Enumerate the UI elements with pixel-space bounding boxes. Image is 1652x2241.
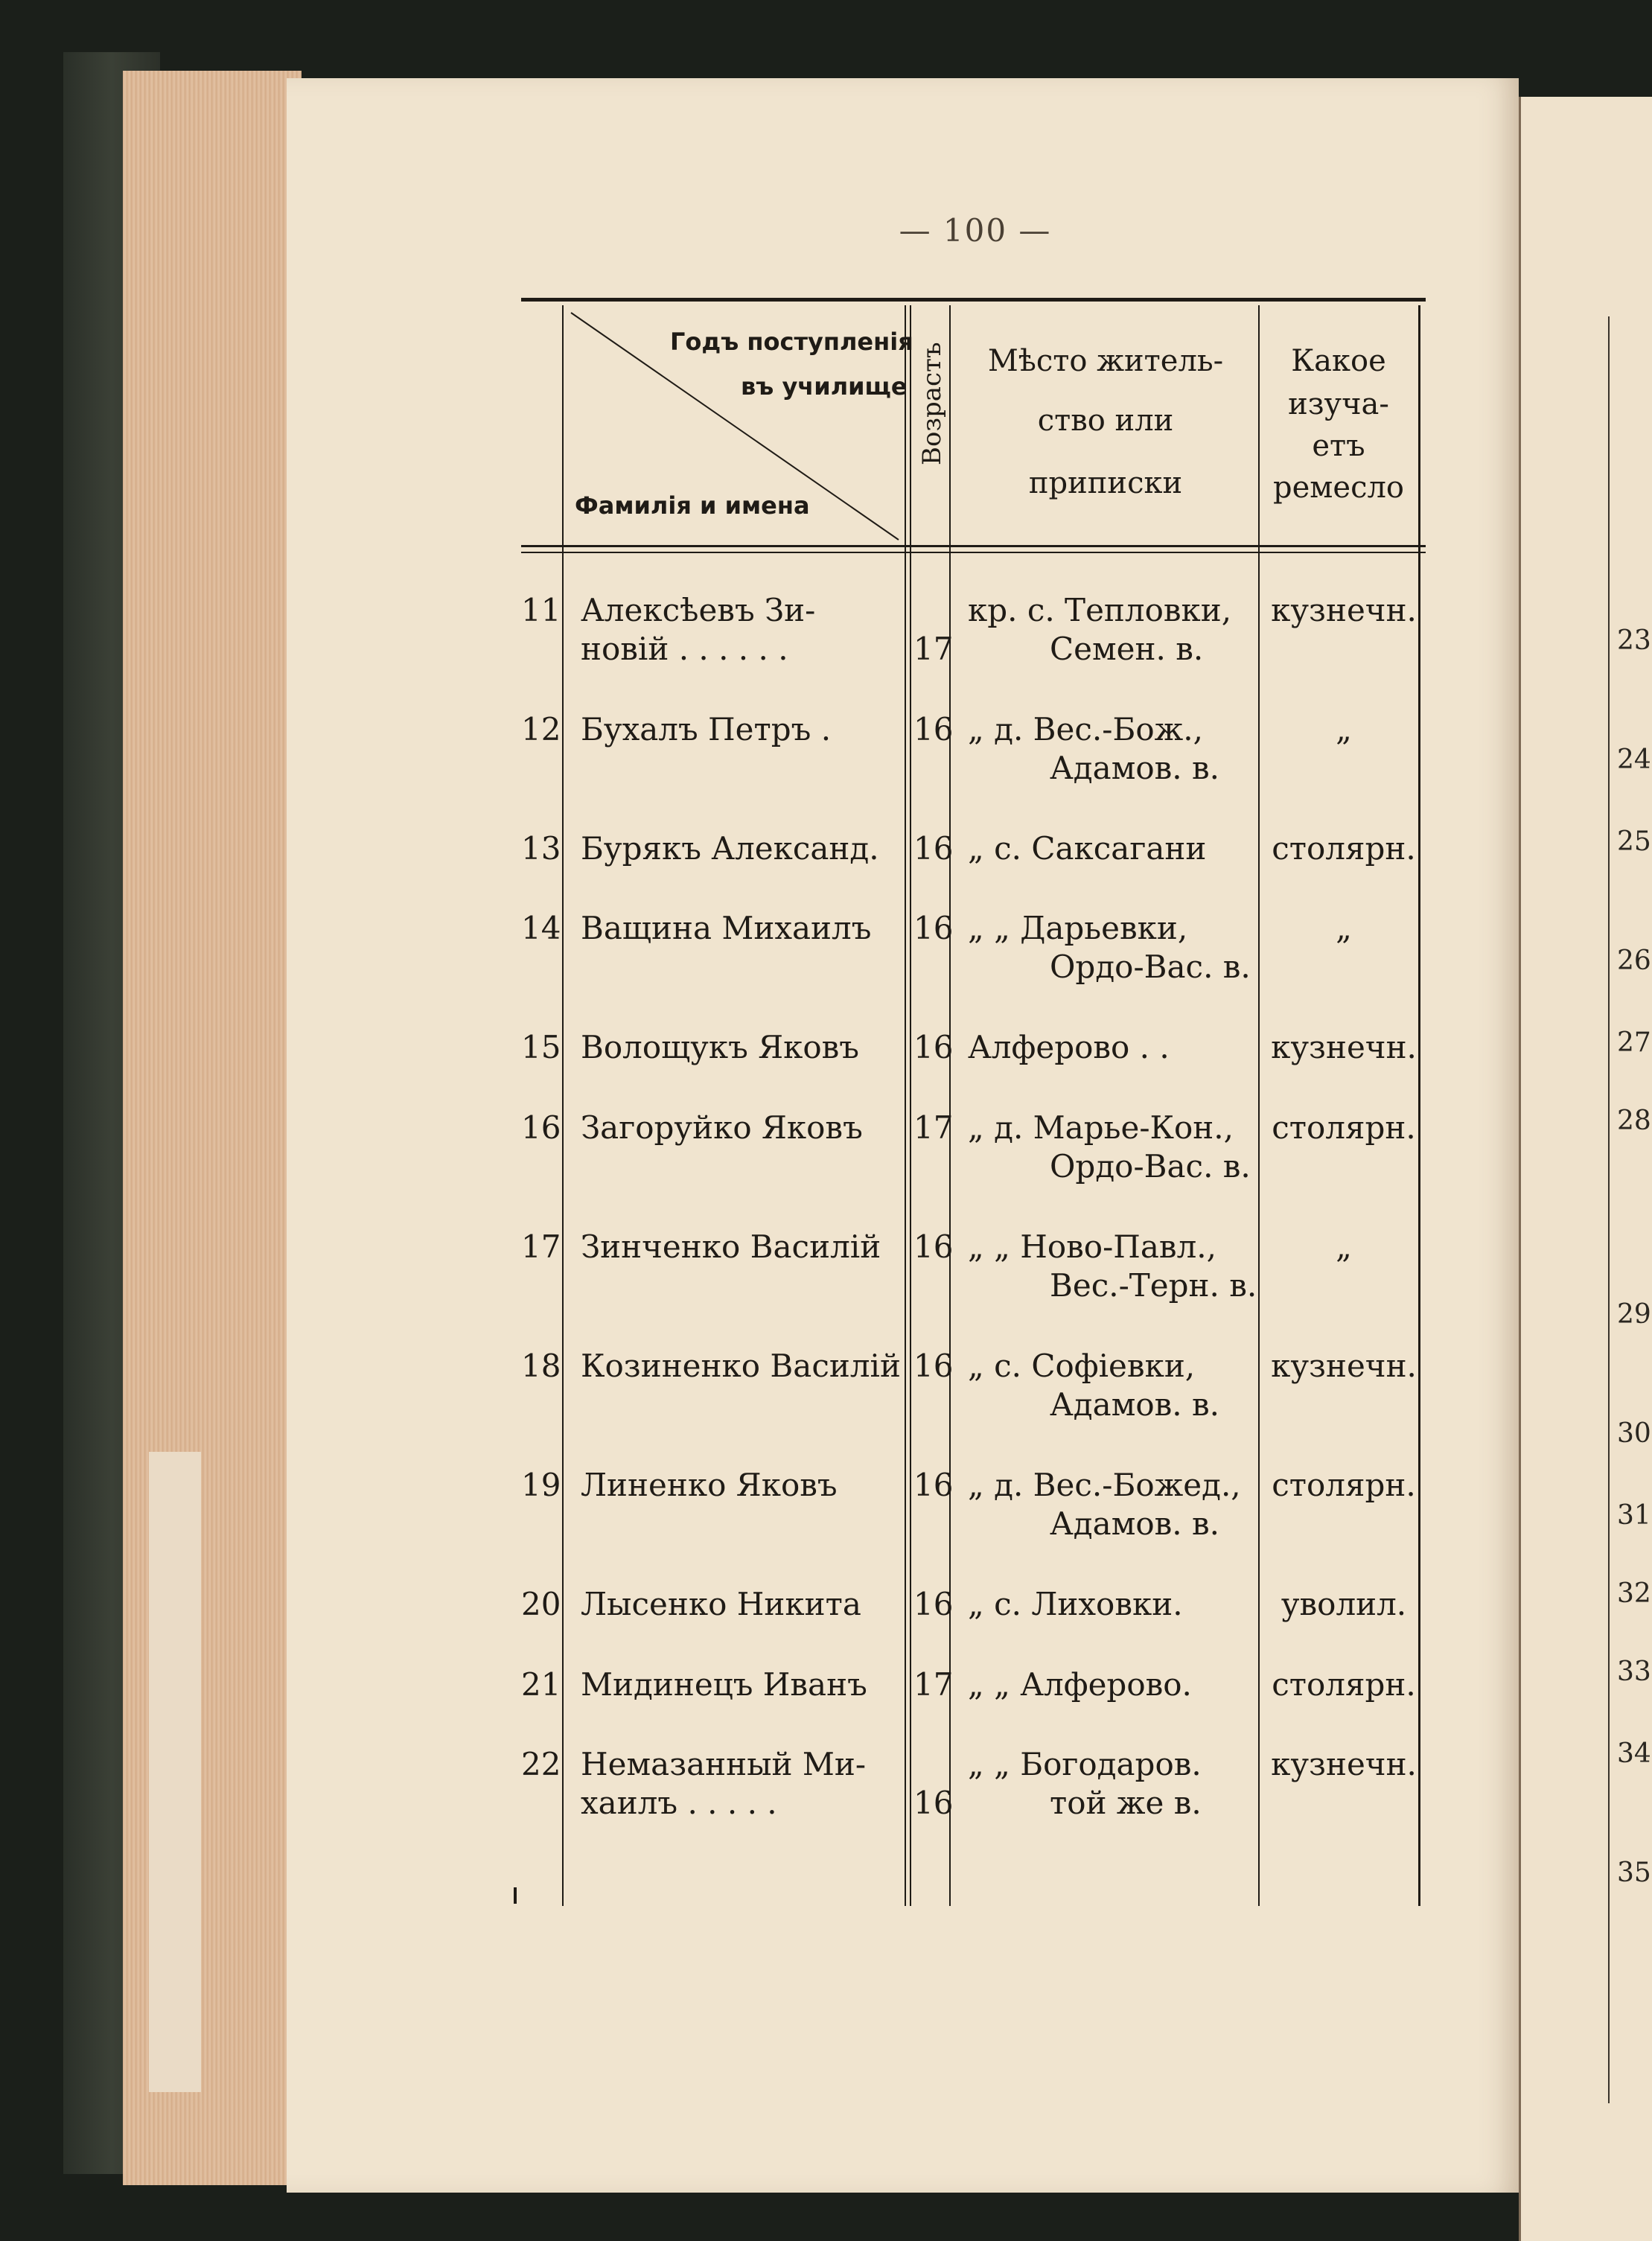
row-age: 17 xyxy=(913,631,954,667)
row-name: Загоруйко Яковъ xyxy=(581,1109,863,1146)
row-number: 12 xyxy=(521,711,561,747)
row-residence: „ с. Софіевки, xyxy=(968,1348,1196,1384)
row-residence-continued: Адамов. в. xyxy=(1050,1505,1220,1542)
next-page-row-number: 28 xyxy=(1617,1106,1651,1136)
table-row xyxy=(521,1109,1426,1221)
row-name: Лысенко Никита xyxy=(581,1586,861,1622)
row-residence: Алферово . . xyxy=(968,1029,1170,1065)
page-number: — 100 — xyxy=(899,212,1052,249)
row-age: 16 xyxy=(913,1785,954,1821)
row-age: 16 xyxy=(913,830,954,867)
next-page xyxy=(1519,97,1652,2241)
next-page-row-number: 24 xyxy=(1617,745,1651,775)
next-page-row-number: 34 xyxy=(1617,1738,1651,1769)
trade-header-l1: Какое xyxy=(1291,344,1386,378)
row-trade: кузнечн. xyxy=(1271,1348,1417,1384)
year-header-line1: Годъ поступленія xyxy=(670,328,913,356)
next-page-table-rule xyxy=(1608,316,1614,2103)
row-trade: кузнечн. xyxy=(1271,1029,1417,1065)
row-age: 16 xyxy=(913,1348,954,1384)
row-number: 13 xyxy=(521,830,561,867)
table-row xyxy=(521,1746,1426,1858)
row-residence: кр. с. Тепловки, xyxy=(968,592,1232,628)
residence-header-l1: Мѣсто житель- xyxy=(987,344,1224,378)
table-row xyxy=(521,1228,1426,1340)
row-number: 21 xyxy=(521,1666,561,1703)
row-age: 16 xyxy=(913,1586,954,1622)
header-bottom-rule-2 xyxy=(521,552,1426,553)
row-number: 16 xyxy=(521,1109,561,1146)
row-name-continued: хаилъ . . . . . xyxy=(581,1785,777,1821)
row-number: 11 xyxy=(521,592,561,628)
left-margin-tick xyxy=(514,1887,517,1904)
row-age: 16 xyxy=(913,1228,954,1265)
row-number: 18 xyxy=(521,1348,561,1384)
row-age: 16 xyxy=(913,711,954,747)
row-trade: кузнечн. xyxy=(1271,1746,1417,1782)
row-name: Волощукъ Яковъ xyxy=(581,1029,860,1065)
next-page-row-number: 29 xyxy=(1617,1299,1651,1330)
row-trade: столярн. xyxy=(1272,830,1416,867)
row-residence: „ „ Дарьевки, xyxy=(968,910,1188,946)
row-trade: „ xyxy=(1336,711,1352,747)
row-residence-continued: Семен. в. xyxy=(1050,631,1204,667)
trade-header-l3: етъ xyxy=(1312,429,1365,463)
row-residence-continued: той же в. xyxy=(1050,1785,1202,1821)
row-residence: „ „ Ново-Павл., xyxy=(968,1228,1216,1265)
row-age: 16 xyxy=(913,1029,954,1065)
residence-header-l2: ство или xyxy=(1037,404,1174,438)
row-name-continued: новій . . . . . . xyxy=(581,631,788,667)
row-name: Ващина Михаилъ xyxy=(581,910,872,946)
row-trade: столярн. xyxy=(1272,1666,1416,1703)
row-residence: „ д. Вес.-Божед., xyxy=(968,1467,1241,1503)
year-header-line2: въ училище xyxy=(741,372,908,401)
table-row xyxy=(521,1467,1426,1578)
row-name: Бурякъ Александ. xyxy=(581,830,879,867)
row-age: 16 xyxy=(913,1467,954,1503)
trade-header-l2: изуча- xyxy=(1288,387,1389,421)
table-top-rule xyxy=(521,298,1426,302)
row-trade: „ xyxy=(1336,910,1352,946)
row-number: 19 xyxy=(521,1467,561,1503)
row-name: Зинченко Василій xyxy=(581,1228,881,1265)
next-page-row-number: 35 xyxy=(1617,1858,1651,1888)
next-page-row-number: 33 xyxy=(1617,1657,1651,1687)
row-name: Алексѣевъ Зи- xyxy=(581,592,816,628)
next-page-row-number: 30 xyxy=(1617,1418,1651,1449)
row-residence-continued: Ордо-Вас. в. xyxy=(1050,949,1251,985)
row-number: 17 xyxy=(521,1228,561,1265)
age-header xyxy=(917,428,954,465)
row-residence: „ с. Лиховки. xyxy=(968,1586,1183,1622)
row-residence: „ д. Марье-Кон., xyxy=(968,1109,1234,1146)
index-tab xyxy=(149,1452,201,2092)
names-header: Фамилія и имена xyxy=(575,491,810,520)
row-number: 20 xyxy=(521,1586,561,1622)
row-number: 22 xyxy=(521,1746,561,1782)
row-name: Мидинецъ Иванъ xyxy=(581,1666,867,1703)
table-row xyxy=(521,592,1426,704)
table-row xyxy=(521,1348,1426,1459)
row-name: Бухалъ Петръ . xyxy=(581,711,832,747)
row-age: 17 xyxy=(913,1666,954,1703)
row-trade: столярн. xyxy=(1272,1467,1416,1503)
row-trade: кузнечн. xyxy=(1271,592,1417,628)
row-age: 17 xyxy=(913,1109,954,1146)
table-row xyxy=(521,711,1426,823)
row-residence-continued: Адамов. в. xyxy=(1050,1386,1220,1423)
row-age: 16 xyxy=(913,910,954,946)
row-name: Козиненко Василій xyxy=(581,1348,901,1384)
next-page-row-number: 27 xyxy=(1617,1027,1651,1058)
row-residence-continued: Ордо-Вас. в. xyxy=(1050,1148,1251,1185)
row-residence: „ с. Саксагани xyxy=(968,830,1207,867)
row-name: Немазанный Ми- xyxy=(581,1746,867,1782)
header-bottom-rule xyxy=(521,545,1426,547)
row-trade: уволил. xyxy=(1281,1586,1407,1622)
row-residence: „ „ Алферово. xyxy=(968,1666,1192,1703)
next-page-row-number: 32 xyxy=(1617,1578,1651,1609)
row-number: 14 xyxy=(521,910,561,946)
table-row xyxy=(521,910,1426,1021)
row-residence: „ „ Богодаров. xyxy=(968,1746,1202,1782)
next-page-row-number: 23 xyxy=(1617,625,1651,656)
trade-header-l4: ремесло xyxy=(1273,471,1404,505)
row-name: Линенко Яковъ xyxy=(581,1467,838,1503)
row-residence-continued: Адамов. в. xyxy=(1050,750,1220,786)
row-residence-continued: Вес.-Терн. в. xyxy=(1050,1267,1257,1304)
next-page-row-number: 26 xyxy=(1617,946,1651,976)
row-number: 15 xyxy=(521,1029,561,1065)
row-residence: „ д. Вес.-Бож., xyxy=(968,711,1203,747)
residence-header-l3: приписки xyxy=(1028,466,1183,500)
next-page-row-number: 31 xyxy=(1617,1500,1651,1531)
row-trade: столярн. xyxy=(1272,1109,1416,1146)
row-trade: „ xyxy=(1336,1228,1352,1265)
next-page-row-number: 25 xyxy=(1617,826,1651,857)
